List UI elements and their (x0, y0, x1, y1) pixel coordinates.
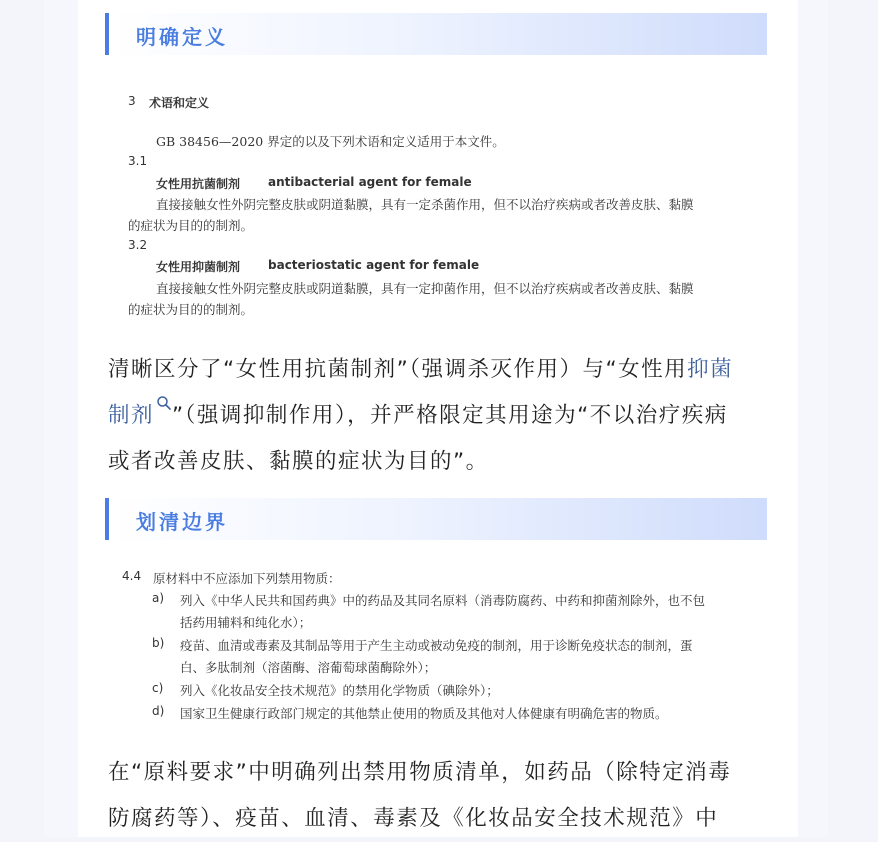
term-definition: 直接接触女性外阴完整皮肤或阴道黏膜，具有一定杀菌作用，但不以治疗疾病或者改善皮肤、黏膜 (156, 197, 694, 212)
list-item-text-cont: 括药用辅料和纯化水）； (180, 615, 312, 630)
section-title: 明确定义 (136, 25, 228, 49)
term-name-en: antibacterial agent for female (268, 175, 472, 189)
list-item-text: 国家卫生健康行政部门规定的其他禁止使用的物质及其他对人体健康有明确危害的物质。 (180, 706, 668, 721)
list-label: c) (152, 681, 164, 695)
doc-heading-title: 术语和定义 (149, 96, 210, 110)
term-definition-cont: 的症状为目的的制剂。 (128, 302, 254, 317)
list-label: a) (152, 591, 165, 605)
body-paragraph (108, 750, 772, 842)
list-item-text-cont: 白、多肽制剂（溶菌酶、溶葡萄球菌酶除外）； (180, 660, 437, 675)
term-name-en: bacteriostatic agent for female (268, 258, 480, 272)
body-paragraph (108, 347, 772, 485)
clause-heading: 原材料中不应添加下列禁用物质： (153, 571, 341, 586)
para-line: 在“原料要求”中明确列出禁用物质清单，如药品（除特定消毒 (108, 760, 732, 785)
list-item-text: 列入《化妆品安全技术规范》的禁用化学物质（碘除外）； (180, 683, 499, 698)
para-text: ”（强调抑制作用），并严格限定其用途为“不以治疗疾病 (172, 403, 728, 428)
doc-heading-number: 3 (128, 94, 136, 108)
term-number: 3.1 (128, 154, 148, 168)
clause-number: 4.4 (122, 569, 142, 583)
term-definition-cont: 的症状为目的的制剂。 (128, 218, 254, 233)
term-number: 3.2 (128, 238, 148, 252)
term-name-cn: 女性用抑菌制剂 (156, 260, 241, 274)
section-header-boundary (105, 498, 767, 540)
section-title: 划清边界 (136, 510, 228, 534)
section-header-define (105, 13, 767, 55)
list-label: d) (152, 704, 165, 718)
para-text: 清晰区分了“女性用抗菌制剂”（强调杀灭作用）与“女性用 (108, 357, 688, 382)
para-line (108, 347, 772, 393)
term-name-cn: 女性用抗菌制剂 (156, 177, 241, 191)
para-line (108, 393, 772, 439)
list-label: b) (152, 636, 165, 650)
list-item-text: 疫苗、血清或毒素及其制品等用于产生主动或被动免疫的制剂，用于诊断免疫状态的制剂，蛋 (180, 638, 693, 653)
search-icon[interactable] (156, 395, 172, 411)
term-definition: 直接接触女性外阴完整皮肤或阴道黏膜，具有一定抑菌作用，但不以治疗疾病或者改善皮肤、黏膜 (156, 281, 694, 296)
para-line: 或者改善皮肤、黏膜的症状为目的”。 (108, 449, 489, 474)
keyword-link[interactable]: 抑菌 (687, 357, 734, 382)
keyword-link[interactable]: 制剂 (108, 403, 155, 428)
doc-intro: GB 38456—2020 界定的以及下列术语和定义适用于本文件。 (156, 134, 505, 149)
para-line: 防腐药等）、疫苗、血清、毒素及《化妆品安全技术规范》中 (108, 806, 719, 831)
list-item-text: 列入《中华人民共和国药典》中的药品及其同名原料（消毒防腐药、中药和抑菌剂除外，也不包 (180, 593, 706, 608)
